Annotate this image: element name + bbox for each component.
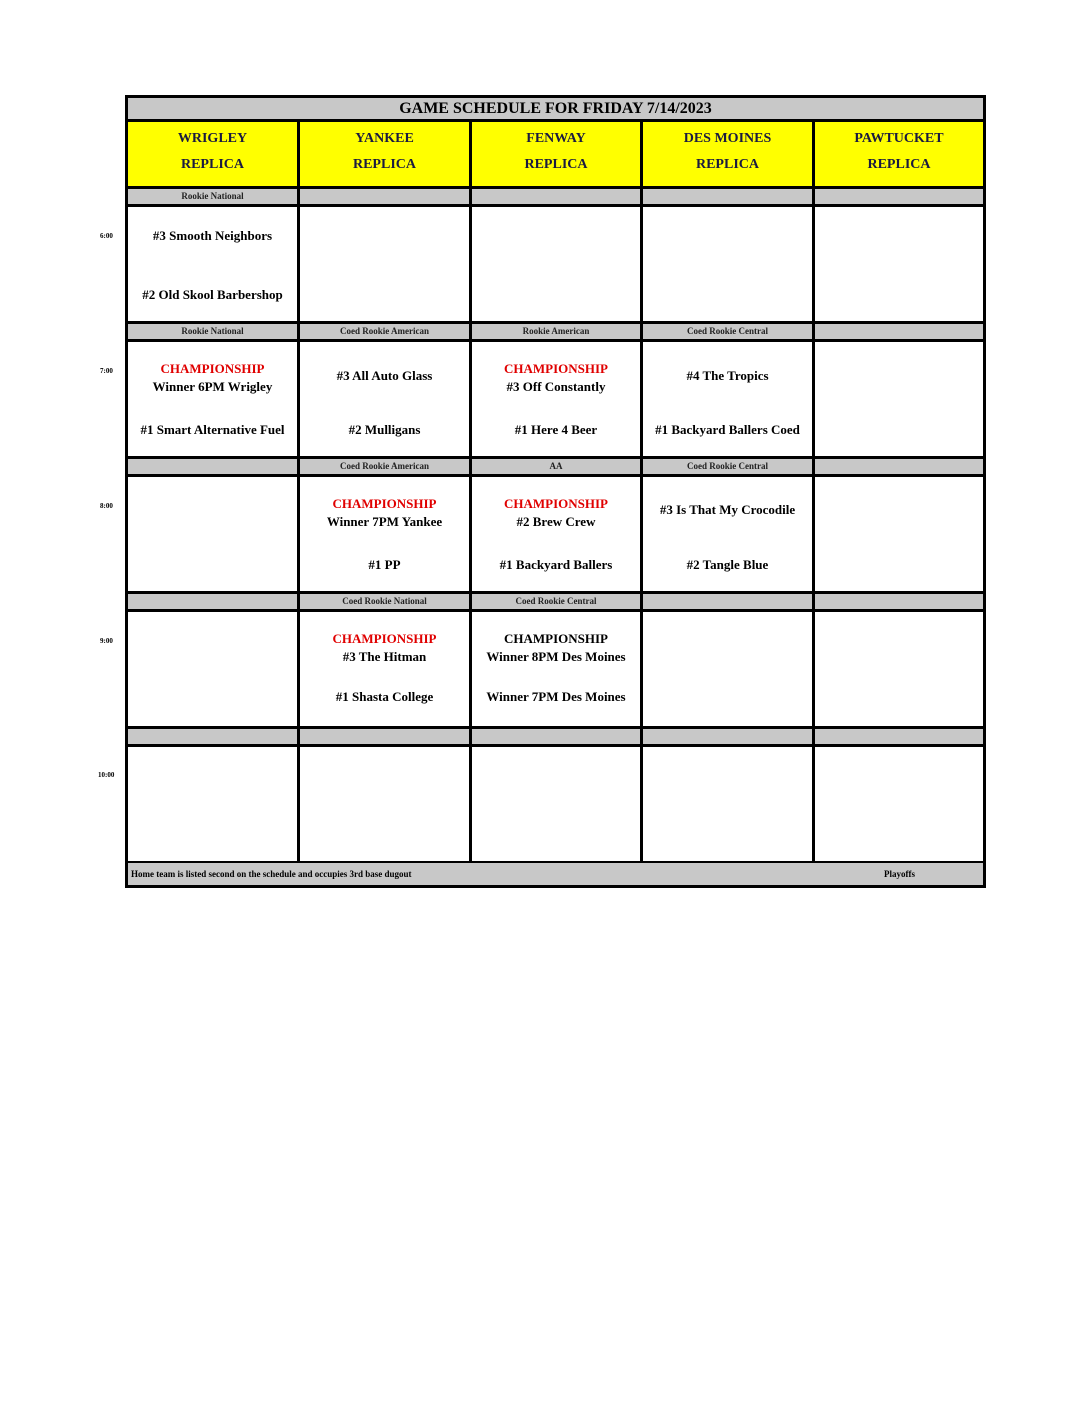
schedule-sheet: [125, 95, 986, 888]
field-subtitle: REPLICA: [180, 157, 244, 172]
time-label: 9:00: [100, 637, 113, 645]
division-label: Rookie National: [128, 324, 300, 342]
home-team: #1 Shasta College: [335, 689, 434, 704]
game-cell: [815, 342, 983, 459]
championship-label: CHAMPIONSHIP: [504, 631, 608, 646]
game-cell: [643, 207, 815, 324]
division-label: [472, 729, 643, 747]
home-team: #1 Backyard Ballers: [499, 557, 613, 572]
away-team: #2 Brew Crew: [516, 514, 596, 529]
division-label: [128, 459, 300, 477]
division-label: [128, 594, 300, 612]
division-label: [643, 729, 815, 747]
home-team: Winner 7PM Des Moines: [486, 689, 626, 704]
championship-label: CHAMPIONSHIP: [160, 361, 265, 376]
field-header-wrigley: [128, 122, 300, 189]
field-header-fenway: [472, 122, 643, 189]
game-cell: [472, 747, 643, 864]
game-cell: [643, 612, 815, 729]
game-cell: [472, 477, 643, 594]
division-label: Coed Rookie National: [300, 594, 472, 612]
division-label: [643, 594, 815, 612]
field-name: FENWAY: [526, 131, 586, 146]
field-subtitle: REPLICA: [352, 157, 416, 172]
time-label: 10:00: [98, 771, 115, 779]
championship-label: CHAMPIONSHIP: [504, 496, 608, 511]
championship-label: CHAMPIONSHIP: [332, 496, 437, 511]
field-subtitle: REPLICA: [867, 157, 931, 172]
division-label: Coed Rookie Central: [643, 459, 815, 477]
division-label: Rookie National: [128, 189, 300, 207]
game-cell: [643, 747, 815, 864]
away-team: Winner 6PM Wrigley: [152, 379, 273, 394]
championship-label: CHAMPIONSHIP: [504, 361, 608, 376]
game-cell: [128, 747, 300, 864]
division-label: Coed Rookie American: [300, 459, 472, 477]
time-label: 7:00: [100, 367, 113, 375]
home-team: #2 Tangle Blue: [686, 557, 769, 572]
game-cell: [472, 342, 643, 459]
home-team: #2 Old Skool Barbershop: [142, 287, 283, 302]
field-name: DES MOINES: [683, 131, 772, 146]
division-label: [643, 189, 815, 207]
game-cell: [643, 477, 815, 594]
field-header-pawtucket: [815, 122, 983, 189]
game-cell: [815, 612, 983, 729]
game-cell: [128, 342, 300, 459]
field-header-yankee: [300, 122, 472, 189]
home-team-note: Home team is listed second on the schedule and occupies 3rd base dugout: [131, 869, 412, 879]
field-name: YANKEE: [355, 131, 414, 146]
game-cell: [300, 477, 472, 594]
division-label: [472, 189, 643, 207]
division-label: Coed Rookie American: [300, 324, 472, 342]
schedule-title: GAME SCHEDULE FOR FRIDAY 7/14/2023: [128, 98, 983, 122]
division-label: Coed Rookie Central: [643, 324, 815, 342]
division-label: [128, 729, 300, 747]
division-label: [300, 189, 472, 207]
division-label: Rookie American: [472, 324, 643, 342]
division-label: Coed Rookie Central: [472, 594, 643, 612]
field-header-des-moines: [643, 122, 815, 189]
away-team: #3 All Auto Glass: [336, 368, 433, 383]
division-label: AA: [472, 459, 643, 477]
game-cell: [300, 342, 472, 459]
game-cell: [815, 477, 983, 594]
division-label: [815, 459, 983, 477]
division-label: [815, 594, 983, 612]
game-cell: [472, 207, 643, 324]
home-team: #1 Smart Alternative Fuel: [140, 422, 285, 437]
away-team: #3 The Hitman: [342, 649, 427, 664]
division-label: [815, 189, 983, 207]
division-label: [815, 729, 983, 747]
away-team: #3 Off Constantly: [506, 379, 606, 394]
game-cell: [300, 747, 472, 864]
championship-label: CHAMPIONSHIP: [332, 631, 437, 646]
game-cell: [815, 747, 983, 864]
footer-bar: [128, 863, 983, 885]
game-cell: [300, 612, 472, 729]
division-label: [815, 324, 983, 342]
time-label: 8:00: [100, 502, 113, 510]
home-team: #1 Backyard Ballers Coed: [655, 422, 800, 437]
game-cell: [300, 207, 472, 324]
game-cell: [128, 207, 300, 324]
game-cell: [128, 612, 300, 729]
home-team: #1 Here 4 Beer: [514, 422, 598, 437]
away-team: #4 The Tropics: [686, 368, 769, 383]
playoffs-label: Playoffs: [884, 869, 915, 879]
away-team: #3 Is That My Crocodile: [659, 502, 796, 517]
home-team: #2 Mulligans: [348, 422, 421, 437]
field-name: WRIGLEY: [177, 131, 248, 146]
game-cell: [472, 612, 643, 729]
home-team: #1 PP: [368, 557, 401, 572]
game-cell: [128, 477, 300, 594]
field-name: PAWTUCKET: [854, 131, 944, 146]
field-subtitle: REPLICA: [695, 157, 759, 172]
game-cell: [815, 207, 983, 324]
field-subtitle: REPLICA: [524, 157, 588, 172]
away-team: Winner 8PM Des Moines: [486, 649, 626, 664]
division-label: [300, 729, 472, 747]
away-team: #3 Smooth Neighbors: [152, 228, 273, 243]
away-team: Winner 7PM Yankee: [326, 514, 443, 529]
time-label: 6:00: [100, 232, 113, 240]
game-cell: [643, 342, 815, 459]
